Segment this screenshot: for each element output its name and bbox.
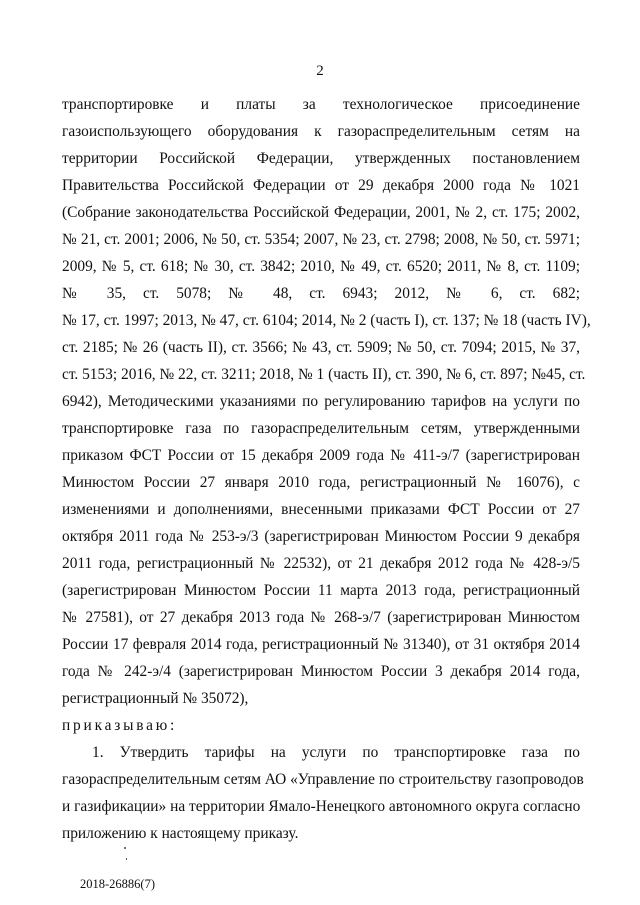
body-line: года № 242-э/4 (зарегистрирован Минюстом России 3 декабря 2014 года, <box>62 663 580 680</box>
body-line: Минюстом России 27 января 2010 года, регистрационный № 16076), с <box>62 474 580 491</box>
order-item-line: приложению к настоящему приказу. <box>62 825 299 842</box>
body-line: ст. 5153; 2016, № 22, ст. 3211; 2018, № 1 (часть II), ст. 390, № 6, ст. 897; №45, ст. <box>62 366 586 383</box>
body-line: транспортировке газа по газораспределительным сетям, утвержденными <box>62 420 580 437</box>
body-line: газоиспользующего оборудования к газораспределительным сетям на <box>62 123 580 140</box>
scan-speck <box>124 847 126 849</box>
body-line: (зарегистрирован Минюстом России 11 марта 2013 года, регистрационный <box>62 582 580 599</box>
body-line: приказом ФСТ России от 15 декабря 2009 года № 411-э/7 (зарегистрирован <box>62 447 580 464</box>
body-line: ст. 2185; № 26 (часть II), ст. 3566; № 43, ст. 5909; № 50, ст. 7094; 2015, № 37, <box>62 339 580 356</box>
body-line: № 21, ст. 2001; 2006, № 50, ст. 5354; 2007, № 23, ст. 2798; 2008, № 50, ст. 5971; <box>62 231 580 248</box>
body-line: 2011 года, регистрационный № 22532), от 21 декабря 2012 года № 428-э/5 <box>62 555 580 572</box>
body-line: России 17 февраля 2014 года, регистрационный № 31340), от 31 октября 2014 <box>62 636 580 653</box>
order-item-line: и газификации» на территории Ямало-Ненецкого автономного округа согласно <box>62 798 581 815</box>
body-line: № 27581), от 27 декабря 2013 года № 268-э/7 (зарегистрирован Минюстом <box>62 609 580 626</box>
body-line: Правительства Российской Федерации от 29 декабря 2000 года № 1021 <box>62 177 580 194</box>
body-line: 2009, № 5, ст. 618; № 30, ст. 3842; 2010, № 49, ст. 6520; 2011, № 8, ст. 1109; <box>62 258 580 275</box>
page-number: 2 <box>316 63 324 79</box>
body-line: транспортировке и платы за технологическое присоединение <box>62 96 580 113</box>
body-line: 6942), Методическими указаниями по регулированию тарифов на услуги по <box>62 393 580 410</box>
body-line: (Собрание законодательства Российской Федерации, 2001, № 2, ст. 175; 2002, <box>62 204 580 221</box>
body-line: октября 2011 года № 253-э/3 (зарегистрирован Минюстом России 9 декабря <box>62 528 580 545</box>
body-line: регистрационный № 35072), <box>62 690 249 707</box>
order-item-line: газораспределительным сетям АО «Управление по строительству газопроводов <box>62 771 584 788</box>
order-item-line: 1. Утвердить тарифы на услуги по транспортировке газа по <box>92 744 580 761</box>
order-word: приказываю: <box>62 717 178 734</box>
body-line: территории Российской Федерации, утвержденных постановлением <box>62 150 580 167</box>
scan-speck <box>126 858 127 860</box>
document-code: 2018-26886(7) <box>80 877 155 891</box>
body-line: № 17, ст. 1997; 2013, № 47, ст. 6104; 2014, № 2 (часть I), ст. 137; № 18 (часть IV), <box>62 312 591 329</box>
body-line: изменениями и дополнениями, внесенными приказами ФСТ России от 27 <box>62 501 580 518</box>
body-line: № 35, ст. 5078; № 48, ст. 6943; 2012, № 6, ст. 682; <box>62 285 580 302</box>
